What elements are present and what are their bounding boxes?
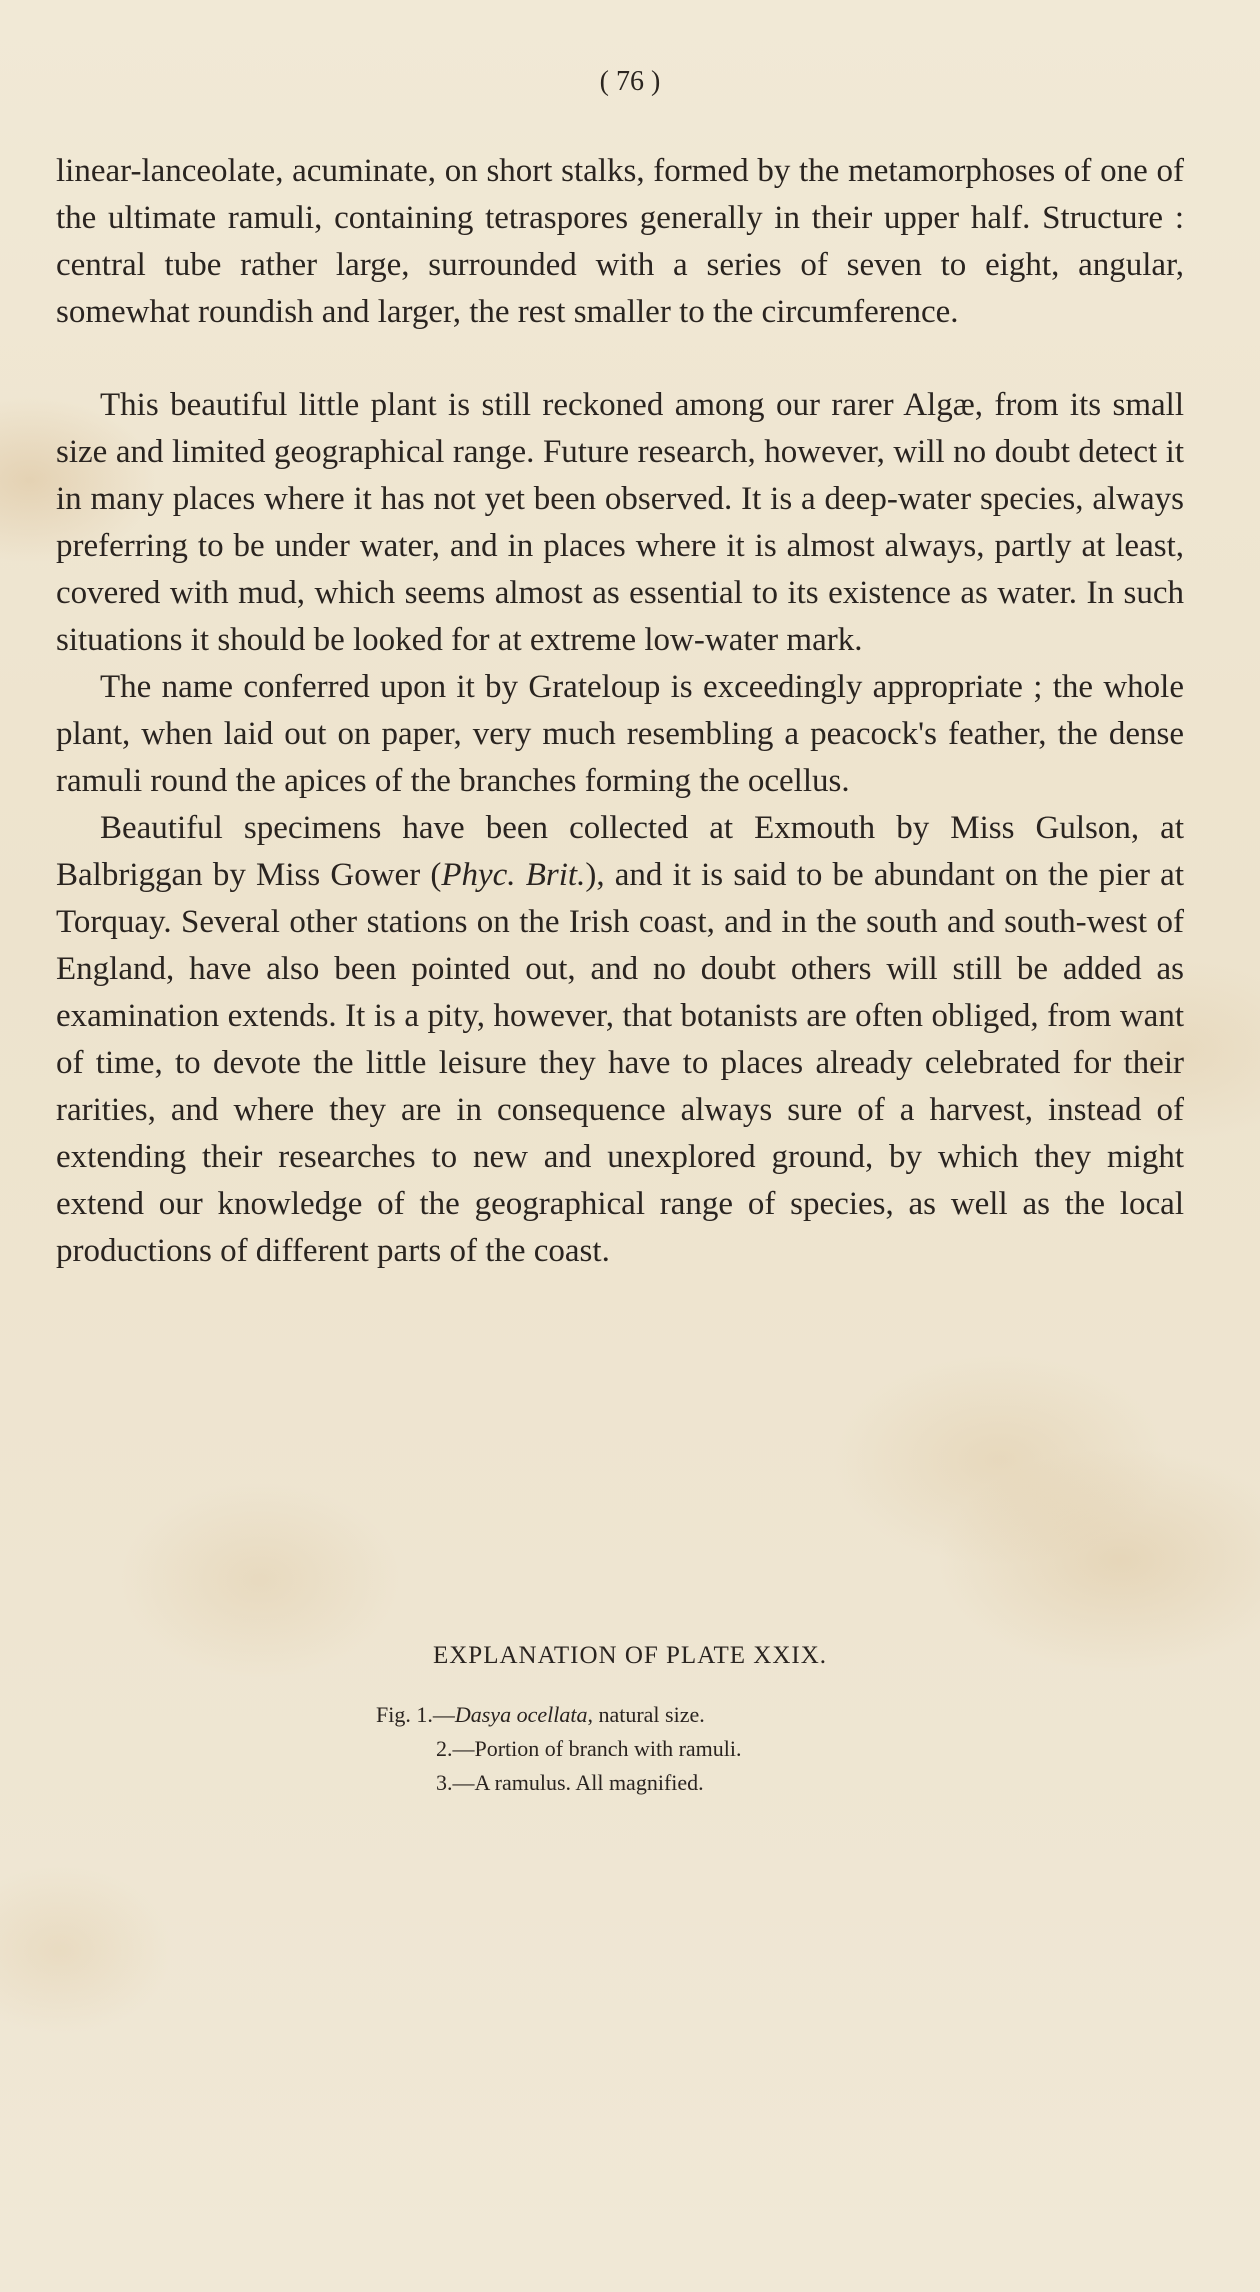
paragraph-localities xyxy=(56,805,1184,1275)
figure-3-caption: 3.—A ramulus. All magnified. xyxy=(436,1770,704,1795)
localities-italic-ref: Phyc. Brit. xyxy=(441,857,586,893)
localities-text-a: Beautiful specimens have been collected at Exmouth by Miss Gulson, at Balbriggan by Miss Gower ( xyxy=(56,810,1184,893)
figure-1-species: Dasya ocellata xyxy=(454,1702,588,1727)
figure-1-prefix: Fig. 1.— xyxy=(376,1702,455,1727)
plate-explanation-heading: EXPLANATION OF PLATE XXIX. xyxy=(432,1642,828,1669)
paragraph-name: The name conferred upon it by Grateloup is exceedingly appropriate ; the whole plant, when laid out on paper, very much resembling a peacock's feather, the dense ramuli round the apices of the branches forming the ocellus. xyxy=(56,669,1184,799)
figure-1-caption xyxy=(376,1698,742,1732)
localities-text-b: ), and it is said to be abundant on the pier at Torquay. Several other stations on the Irish coast, and in the south and south-west of England, have also been pointed out, and no doubt others will still be added as examination extends. It is a pity, however, that botanists are often obliged, from want of time, to devote the little leisure they have to places already celebrated for their rarities, and where they are in consequence always sure of a harvest, instead of extending their researches to new and unexplored ground, by which they might extend our knowledge of the geographical range of species, as well as the local productions of different parts of the coast. xyxy=(56,857,1184,1269)
paragraph-description: linear-lanceolate, acuminate, on short stalks, formed by the metamorphoses of one of the ultimate ramuli, containing tetraspores generally in their upper half. Structure : central tube rather large, surrounded with a series of seven to eight, angular, somewhat roundish and larger, the rest smaller to the circumference. xyxy=(56,153,1184,330)
body-text xyxy=(56,148,1184,1275)
figure-1-suffix: , natural size. xyxy=(587,1702,705,1727)
figure-list xyxy=(376,1698,742,1800)
paragraph-habitat: This beautiful little plant is still reckoned among our rarer Algæ, from its small size and limited geographical range. Future research, however, will no doubt detect it in many places where it has not yet been observed. It is a deep-water species, always preferring to be under water, and in places where it is almost always, partly at least, covered with mud, which seems almost as essential to its existence as water. In such situations it should be looked for at extreme low-water mark. xyxy=(56,387,1184,658)
page-number: ( 76 ) xyxy=(599,66,661,97)
figure-2-caption: 2.—Portion of branch with ramuli. xyxy=(436,1736,742,1761)
